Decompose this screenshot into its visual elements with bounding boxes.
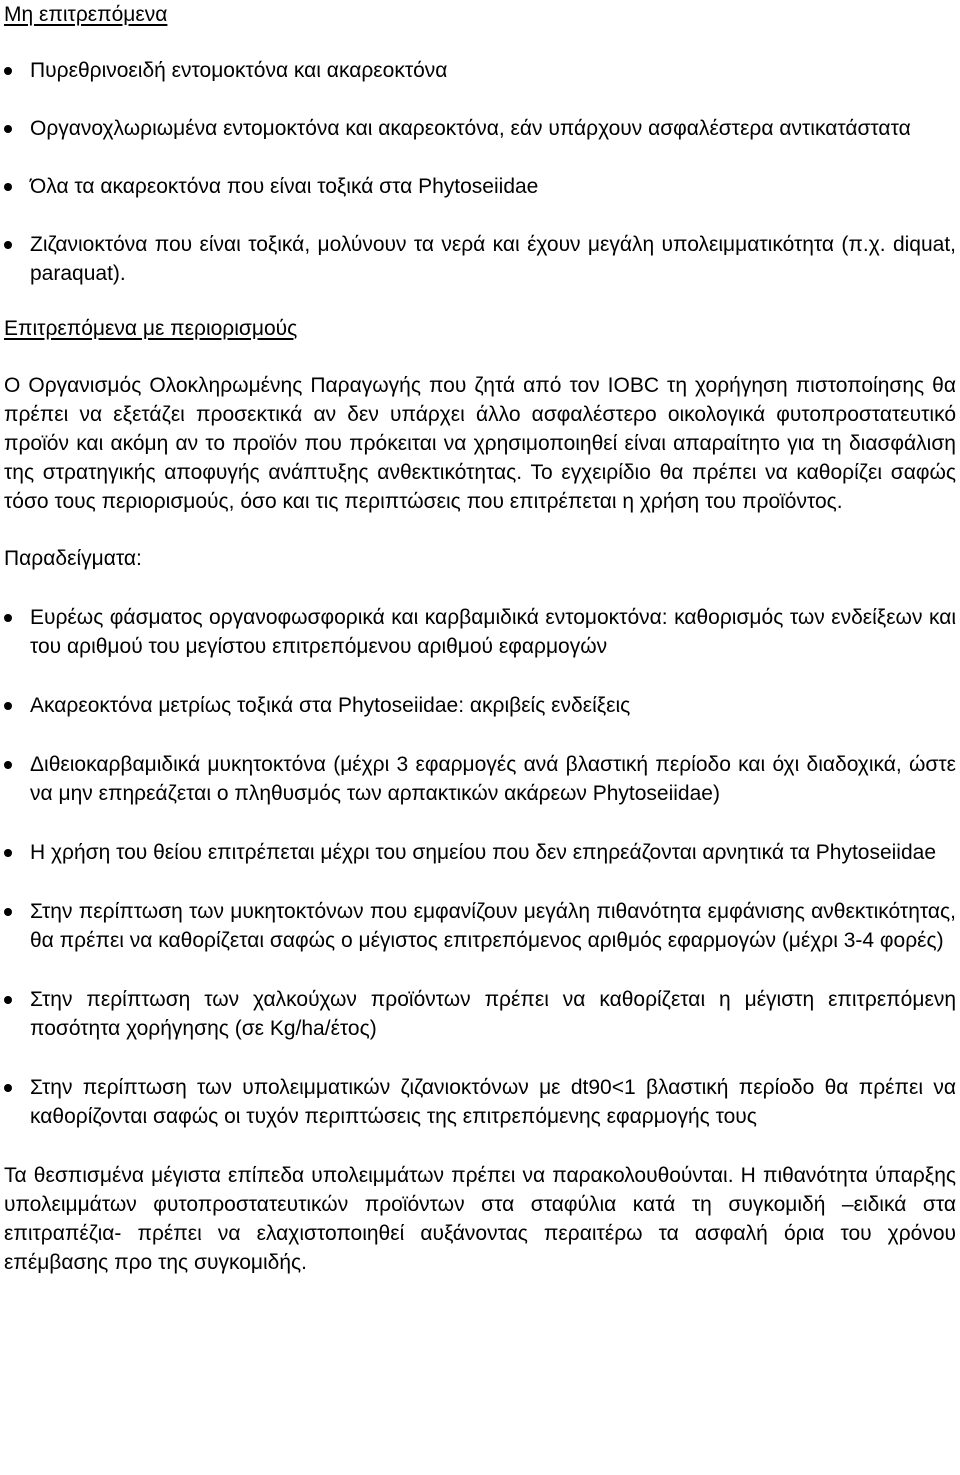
list-item: [4, 114, 956, 143]
list-item-text: Ζιζανιοκτόνα που είναι τοξικά, μολύνουν τα νερά και έχουν μεγάλη υπολειμματικότητα (π.χ. diquat, paraquat).: [30, 233, 956, 285]
list-item: [4, 897, 956, 955]
bullet-icon: [4, 1084, 12, 1092]
bullet-icon: [4, 702, 12, 710]
examples-list: [4, 603, 956, 1131]
list-item: [4, 691, 956, 720]
examples-label: Παραδείγματα:: [4, 547, 142, 570]
bullet-icon: [4, 183, 12, 191]
restrictions-paragraph: Ο Οργανισμός Ολοκληρωμένης Παραγωγής που ζητά από τον IOBC τη χορήγηση πιστοποίησης θα πρέπει να εξετάζει προσεκτικά αν δεν υπάρχει άλλο ασφαλέστερο οικολογικά φυτοπροστατευτικό προϊόν και ακόμη αν το προϊόν που πρόκειται να χρησιμοποιηθεί είναι απαραίτητο για τη διασφάλιση της στρατηγικής αποφυγής ανάπτυξης ανθεκτικότητας. Το εγχειρίδιο θα πρέπει να καθορίζει σαφώς τόσο τους περιορισμούς, όσο και τις περιπτώσεις που επιτρέπεται η χρήση του προϊόντος.: [4, 374, 956, 513]
heading-not-permitted: Μη επιτρεπόμενα: [4, 3, 168, 26]
bullet-icon: [4, 614, 12, 622]
list-item: [4, 172, 956, 201]
list-item-text: Στην περίπτωση των μυκητοκτόνων που εμφανίζουν μεγάλη πιθανότητα εμφάνισης ανθεκτικότητας, θα πρέπει να καθορίζεται σαφώς ο μέγιστος επιτρεπόμενος αριθμός εφαρμογών (μέχρι 3-4 φορές): [30, 900, 956, 952]
list-item: [4, 230, 956, 288]
list-item-text: Οργανοχλωριωμένα εντομοκτόνα και ακαρεοκτόνα, εάν υπάρχουν ασφαλέστερα αντικατάστατα: [30, 117, 911, 140]
bullet-icon: [4, 125, 12, 133]
list-item: [4, 838, 956, 867]
bullet-icon: [4, 996, 12, 1004]
bullet-icon: [4, 67, 12, 75]
bullet-icon: [4, 849, 12, 857]
list-item: [4, 56, 956, 85]
bullet-icon: [4, 241, 12, 249]
list-item-text: Πυρεθρινοειδή εντομοκτόνα και ακαρεοκτόνα: [30, 59, 448, 82]
list-item-text: Στην περίπτωση των υπολειμματικών ζιζανιοκτόνων με dt90<1 βλαστική περίοδο θα πρέπει να καθορίζονται σαφώς οι τυχόν περιπτώσεις της επιτρεπόμενης εφαρμογής τους: [30, 1076, 956, 1128]
list-item: [4, 750, 956, 808]
bullet-icon: [4, 761, 12, 769]
list-item-text: Στην περίπτωση των χαλκούχων προϊόντων πρέπει να καθορίζεται η μέγιστη επιτρεπόμενη ποσότητα χορήγησης (σε Kg/ha/έτος): [30, 988, 956, 1040]
list-item-text: Ευρέως φάσματος οργανοφωσφορικά και καρβαμιδικά εντομοκτόνα: καθορισμός των ενδείξεων και του αριθμού του μεγίστου επιτρεπόμενου αριθμού εφαρμογών: [30, 606, 956, 658]
not-permitted-list: [4, 56, 956, 288]
list-item-text: Η χρήση του θείου επιτρέπεται μέχρι του σημείου που δεν επηρεάζονται αρνητικά τα Phytoseiidae: [30, 841, 937, 864]
list-item: [4, 603, 956, 661]
bullet-icon: [4, 908, 12, 916]
list-item-text: Όλα τα ακαρεοκτόνα που είναι τοξικά στα Phytoseiidae: [30, 175, 539, 198]
list-item: [4, 985, 956, 1043]
list-item: [4, 1073, 956, 1131]
list-item-text: Ακαρεοκτόνα μετρίως τοξικά στα Phytoseiidae: ακριβείς ενδείξεις: [30, 694, 631, 717]
list-item-text: Διθειοκαρβαμιδικά μυκητοκτόνα (μέχρι 3 εφαρμογές ανά βλαστική περίοδο και όχι διαδοχικά, ώστε να μην επηρεάζεται ο πληθυσμός των αρπακτικών ακάρεων Phytoseiidae): [30, 753, 956, 805]
heading-permitted-with-restrictions: Επιτρεπόμενα με περιορισμούς: [4, 317, 298, 340]
closing-paragraph: Τα θεσπισμένα μέγιστα επίπεδα υπολειμμάτων πρέπει να παρακολουθούνται. Η πιθανότητα ύπαρξης υπολειμμάτων φυτοπροστατευτικών προϊόντων στα σταφύλια κατά τη συγκομιδή –ειδικά στα επιτραπέζια- πρέπει να ελαχιστοποιηθεί αυξάνοντας περαιτέρω τα ασφαλή όρια του χρόνου επέμβασης προ της συγκομιδής.: [4, 1164, 956, 1274]
